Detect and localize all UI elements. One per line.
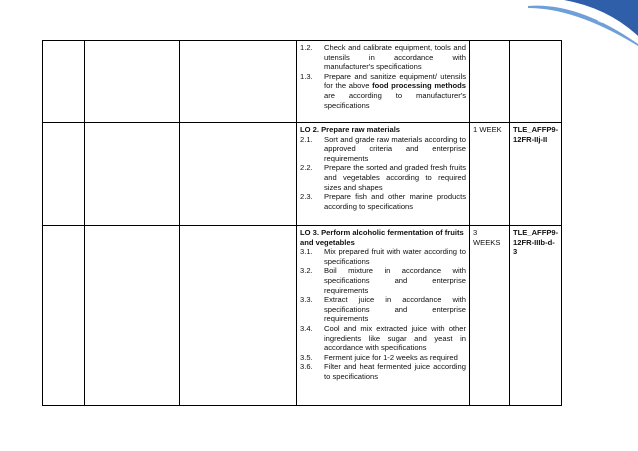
empty-cell	[180, 41, 297, 123]
competency-cell	[297, 123, 470, 226]
item-text: Prepare fish and other marine products according to specifications	[324, 192, 466, 211]
item-text: Boil mixture in accordance with specifications and enterprise requirements	[324, 266, 466, 295]
competency-item	[300, 324, 466, 353]
empty-cell	[180, 123, 297, 226]
duration-cell	[470, 41, 510, 123]
item-number: 1.2.	[300, 43, 313, 52]
competency-item	[300, 72, 466, 110]
item-number: 2.3.	[300, 192, 313, 202]
competency-item	[300, 362, 466, 381]
item-text: Prepare the sorted and graded fresh fruits and vegetables according to required sizes and shapes	[324, 163, 466, 192]
table-row	[43, 226, 562, 406]
item-number: 3.2.	[300, 266, 313, 276]
empty-cell	[85, 41, 180, 123]
item-text	[324, 72, 466, 110]
competency-cell	[297, 226, 470, 406]
empty-cell	[43, 123, 85, 226]
item-text-part: are according to manufacturer's specifications	[324, 90, 466, 110]
table-row	[43, 41, 562, 123]
code-cell: TLE_AFFP9-12FR-IIj-II	[510, 123, 562, 226]
competency-item	[300, 43, 466, 72]
item-text-part: Prepare and sanitize equipment/ utensils for the above	[324, 71, 466, 91]
empty-cell	[85, 123, 180, 226]
item-number: 3.1.	[300, 247, 313, 257]
item-text: Check and calibrate equipment, tools and utensils in accordance with manufacturer's specifications	[324, 43, 466, 72]
item-number: 3.6.	[300, 362, 313, 372]
item-text: Filter and heat fermented juice according to specifications	[324, 362, 466, 381]
competency-item	[300, 247, 466, 266]
item-number: 3.5.	[300, 352, 313, 362]
competency-item	[300, 266, 466, 295]
table-row	[43, 123, 562, 226]
code-cell	[510, 41, 562, 123]
competency-item	[300, 353, 466, 363]
item-number: 3.4.	[300, 323, 313, 333]
competency-item	[300, 135, 466, 164]
code-cell: TLE_AFFP9-12FR-IIIb-d-3	[510, 226, 562, 406]
item-text: Mix prepared fruit with water according to specifications	[324, 247, 466, 266]
item-number: 3.3.	[300, 295, 313, 305]
item-text-emphasis: food processing methods	[372, 81, 466, 91]
competency-item	[300, 163, 466, 192]
item-number: 1.3.	[300, 71, 313, 81]
learning-outcome-title: LO 3. Perform alcoholic fermentation of fruits and vegetables	[300, 228, 464, 247]
competency-item	[300, 295, 466, 324]
item-number: 2.2.	[300, 163, 313, 173]
empty-cell	[43, 41, 85, 123]
item-text: Extract juice in accordance with specifications and enterprise requirements	[324, 295, 466, 324]
duration-cell: 1 WEEK	[470, 123, 510, 226]
empty-cell	[85, 226, 180, 406]
learning-outcome-title: LO 2. Prepare raw materials	[300, 125, 401, 134]
competency-item	[300, 192, 466, 211]
curriculum-table	[42, 40, 562, 406]
item-number: 2.1.	[300, 134, 313, 144]
empty-cell	[43, 226, 85, 406]
item-text: Cool and mix extracted juice with other ingredients like sugar and yeast in accordance with specifications	[324, 323, 466, 353]
duration-cell: 3 WEEKS	[470, 226, 510, 406]
competency-cell	[297, 41, 470, 123]
item-text: Sort and grade raw materials according to approved criteria and enterprise requirements	[324, 134, 466, 163]
empty-cell	[180, 226, 297, 406]
page-number: 427	[598, 16, 612, 25]
item-text: Ferment juice for 1-2 weeks as required	[324, 352, 458, 362]
